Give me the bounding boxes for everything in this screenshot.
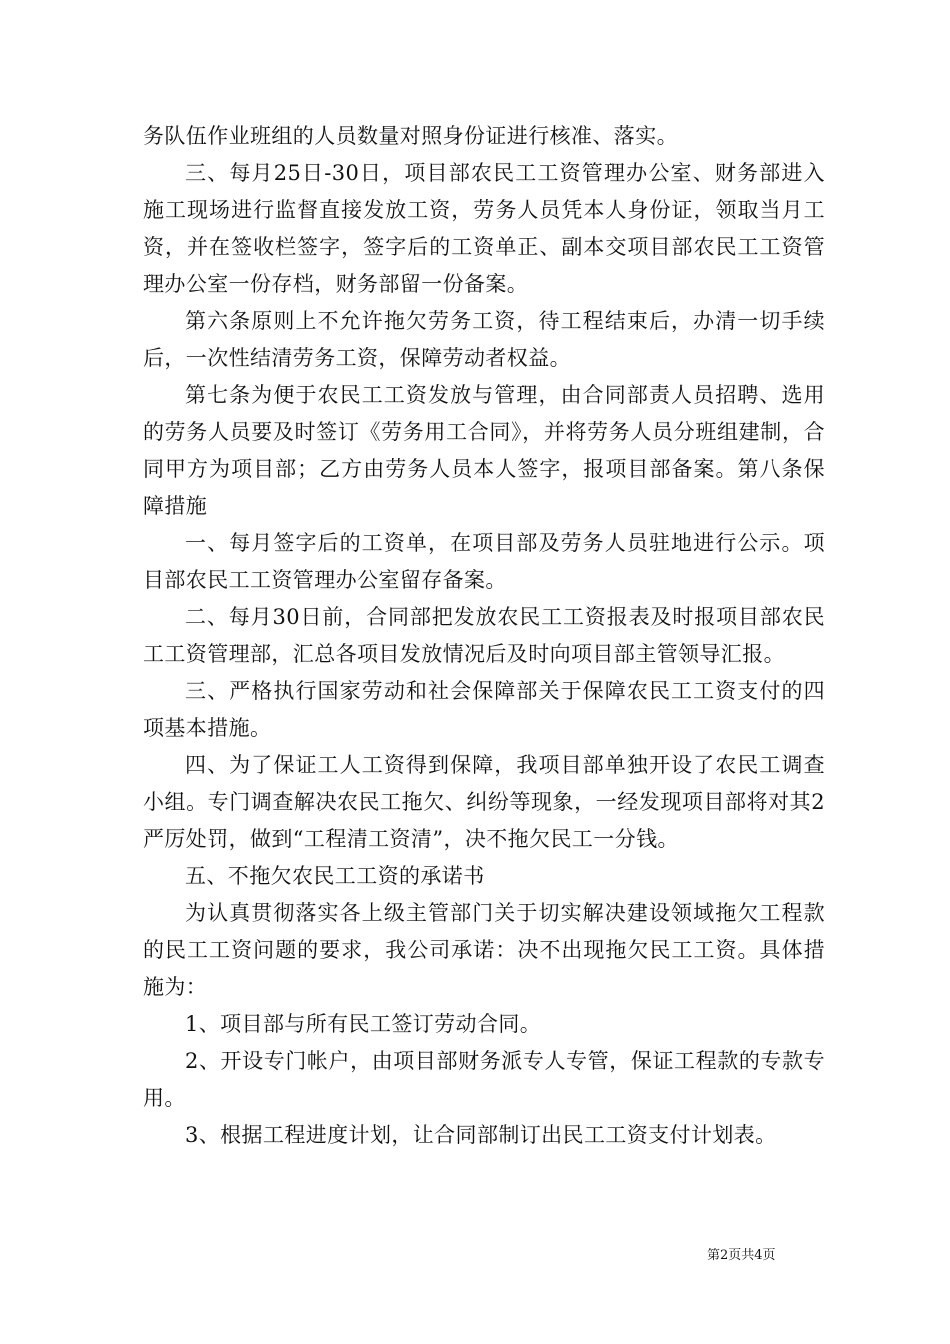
paragraph: 第七条为便于农民工工资发放与管理，由合同部责人员招聘、选用的劳务人员要及时签订《劳务用工合同》，并将劳务人员分班组建制，合同甲方为项目部；乙方由劳务人员本人签字，报项目部备案。第八条保障措施 xyxy=(143,383,825,518)
paragraph: 为认真贯彻落实各上级主管部门关于切实解决建设领域拖欠工程款的民工工资问题的要求，我公司承诺：决不出现拖欠民工工资。具体措施为： xyxy=(143,901,825,999)
list-item: 1、项目部与所有民工签订劳动合同。 xyxy=(185,1012,542,1036)
section-heading: 五、不拖欠农民工工资的承诺书 xyxy=(185,864,485,888)
paragraph: 三、严格执行国家劳动和社会保障部关于保障农民工工资支付的四项基本措施。 xyxy=(143,679,825,740)
paragraph: 一、每月签字后的工资单，在项目部及劳务人员驻地进行公示。项目部农民工工资管理办公室留存备案。 xyxy=(143,531,825,592)
document-body xyxy=(143,118,825,1154)
list-item: 3、根据工程进度计划，让合同部制订出民工工资支付计划表。 xyxy=(185,1123,777,1147)
list-item: 2、开设专门帐户，由项目部财务派专人专管，保证工程款的专款专用。 xyxy=(143,1049,825,1110)
paragraph: 四、为了保证工人工资得到保障，我项目部单独开设了农民工调查小组。专门调查解决农民工拖欠、纠纷等现象，一经发现项目部将对其2严厉处罚，做到“工程清工资清”，决不拖欠民工一分钱。 xyxy=(143,753,825,851)
paragraph: 第六条原则上不允许拖欠劳务工资，待工程结束后，办清一切手续后，一次性结清劳务工资，保障劳动者权益。 xyxy=(143,309,825,370)
paragraph: 三、每月25日-30日，项目部农民工工资管理办公室、财务部进入施工现场进行监督直接发放工资，劳务人员凭本人身份证，领取当月工资，并在签收栏签字，签字后的工资单正、副本交项目部农民工工资管理办公室一份存档，财务部留一份备案。 xyxy=(143,161,825,296)
paragraph: 务队伍作业班组的人员数量对照身份证进行核准、落实。 xyxy=(143,124,678,148)
page-number: 第2页共4页 xyxy=(707,1248,776,1263)
paragraph: 二、每月30日前，合同部把发放农民工工资报表及时报项目部农民工工资管理部，汇总各项目发放情况后及时向项目部主管领导汇报。 xyxy=(143,605,825,666)
